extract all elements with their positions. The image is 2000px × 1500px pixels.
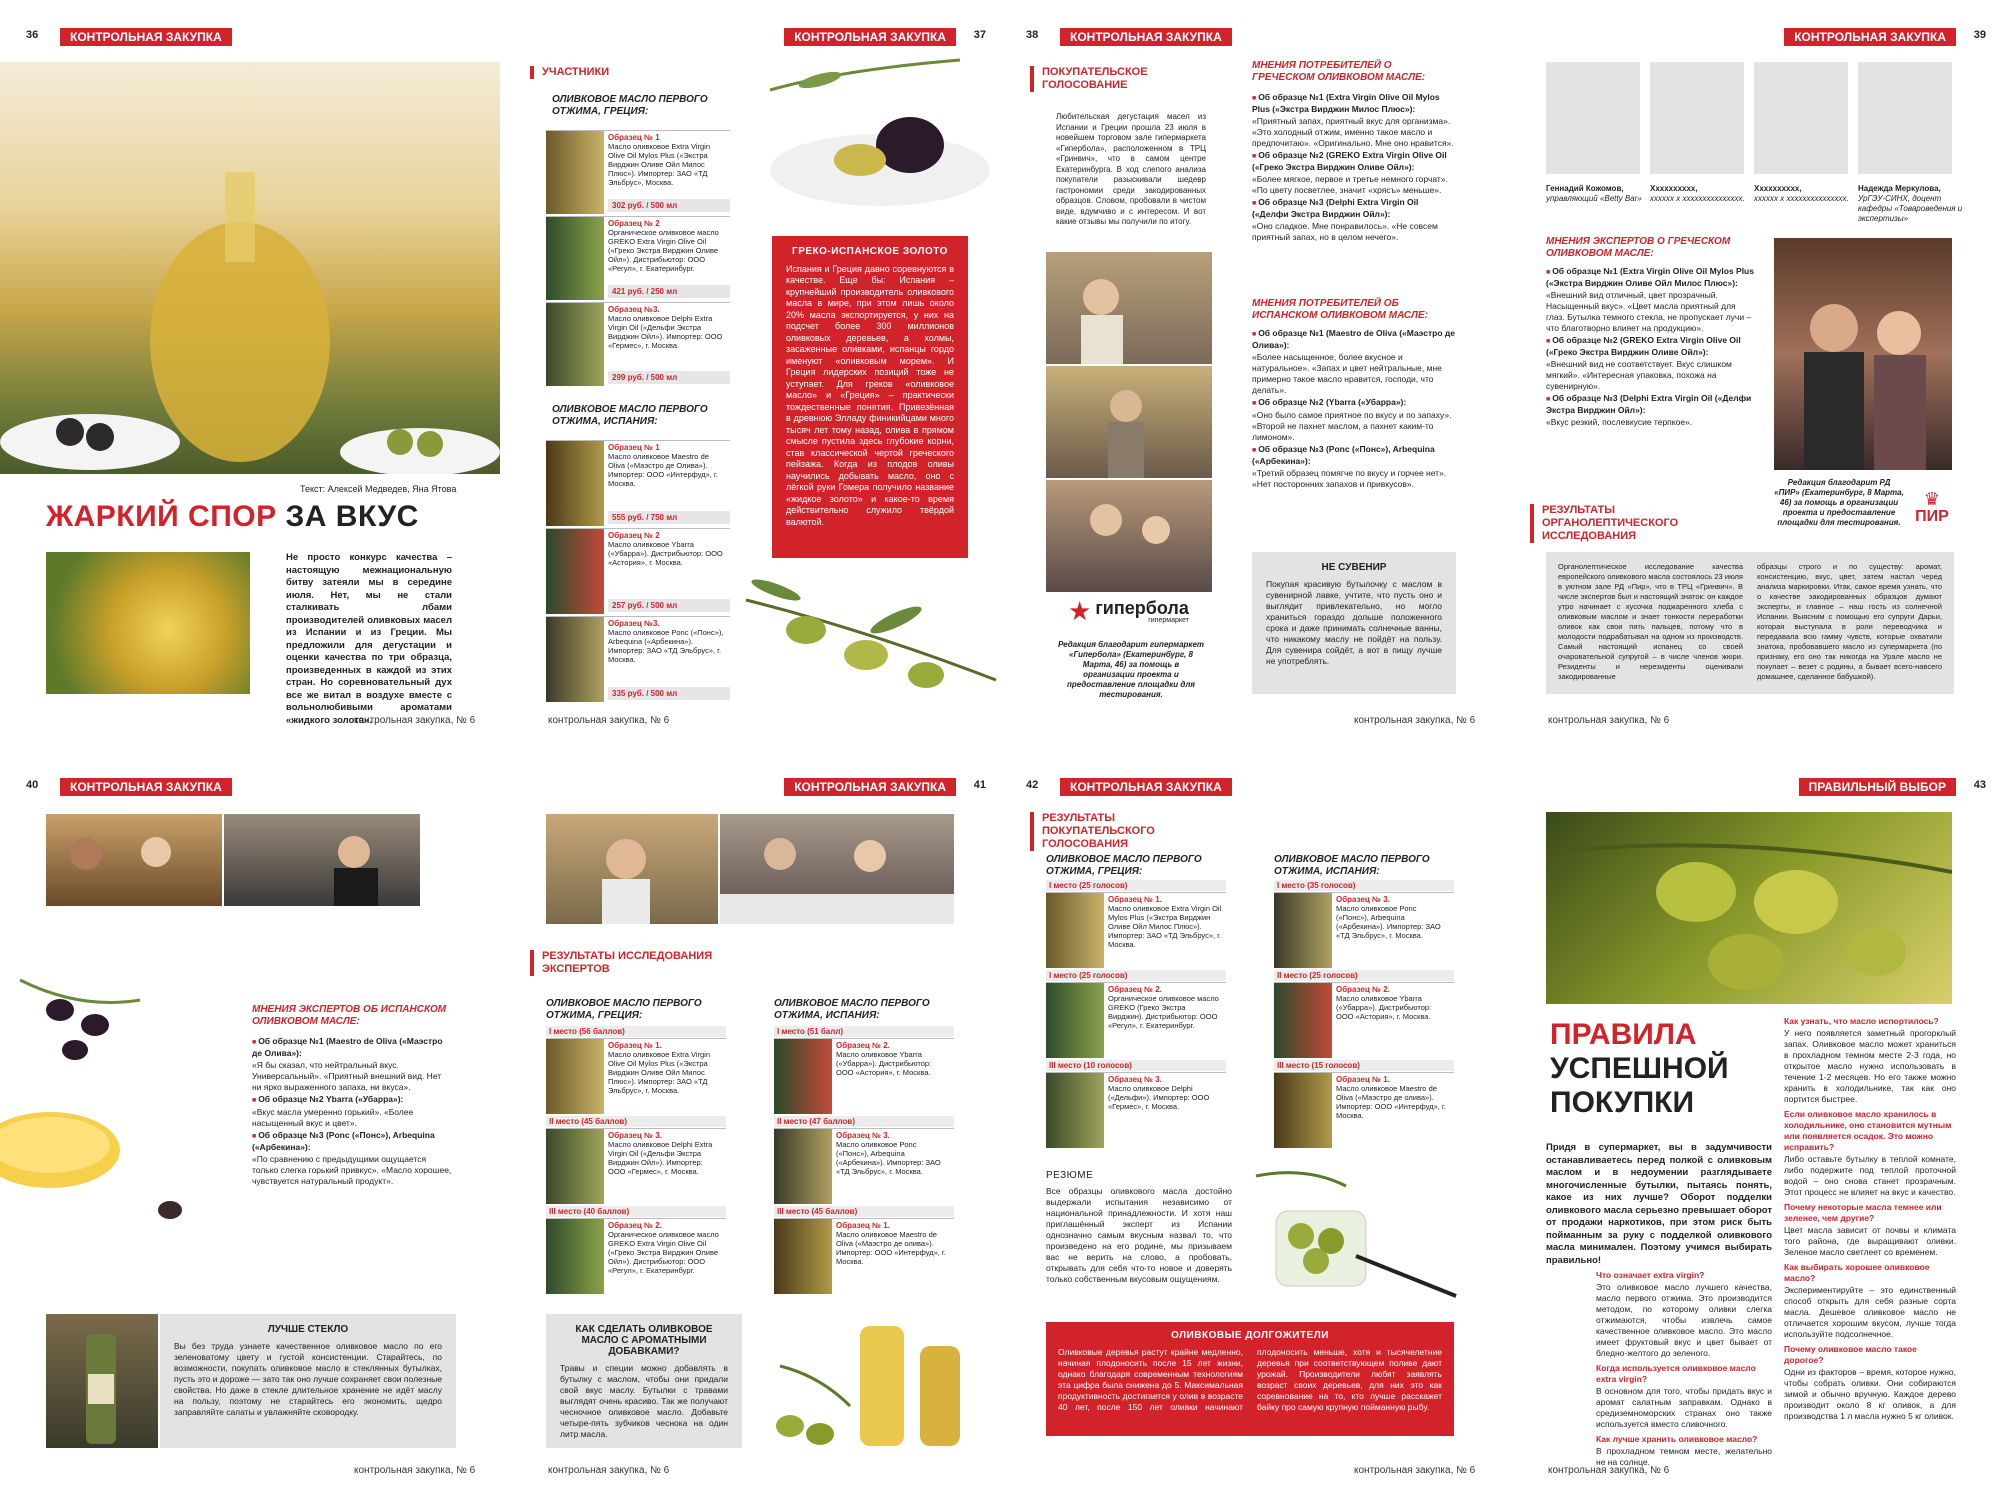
- sample-price: 421 руб. / 250 мл: [608, 285, 730, 298]
- page-number: 40: [26, 779, 39, 791]
- sample-price: 335 руб. / 500 мл: [608, 687, 730, 700]
- page-36: [0, 0, 500, 730]
- opinion-text: «Более насыщенное, более вкусное и натуральное». «Запах и цвет нейтральные, мне примерно такое масло нравится, господи, что делать».: [1252, 352, 1442, 395]
- greece-place-1: I место (56 баллов): [546, 1026, 726, 1037]
- rules-title-line-1: УСПЕШНОЙ: [1550, 1052, 1729, 1085]
- qa-question: Почему некоторые масла темнее или зеленее, чем другие?: [1784, 1202, 1942, 1223]
- expert-role: УрГЭУ-СИНХ, доцент кафедры «Товароведения и экспертизы»: [1858, 194, 1963, 223]
- opinion-head: Об образце №1 (Extra Virgin Olive Oil Mylos Plus («Экстра Вирджин Оливе Ойл Милос Плюс»):: [1546, 266, 1754, 288]
- expert-result-greece-3: [546, 1218, 726, 1294]
- sample-number: Образец № 3.: [1336, 895, 1390, 904]
- sample-number: Образец № 2: [608, 219, 660, 228]
- greek-opinions-title: МНЕНИЯ ПОТРЕБИТЕЛЕЙ О ГРЕЧЕСКОМ ОЛИВКОВОМ МАСЛЕ:: [1252, 60, 1426, 83]
- expert-name: Хххххххххх,: [1754, 184, 1802, 193]
- opinion-text: «По сравнению с предыдущими ощущается только слегка горький привкус». «Масло хорошее, чувствуется натуральный продукт».: [252, 1154, 452, 1186]
- giperbola-logo: [1068, 598, 1189, 624]
- opinion-text: «Внешний вид не соответствует. Вкус слишком мягкий». «Интересная упаковка, похожа на сувенирную».: [1546, 359, 1732, 391]
- olive-branch-photo: [736, 560, 1000, 710]
- footer-text: контрольная закупка, № 6: [1354, 1465, 1476, 1476]
- olive-longevity-box: [1046, 1322, 1454, 1436]
- opinion-text: «Вкус резкий, послевкусие терпкое».: [1546, 417, 1693, 427]
- tasting-photo-2: [1046, 366, 1212, 478]
- expert-greek-opinions: [1546, 266, 1756, 429]
- resume-title: РЕЗЮМЕ: [1046, 1170, 1094, 1181]
- sample-desc: Масло оливковое Ponc («Понс»), Arbequina («Арбекина»). Импортер: ЗАО «ТД Эльбрус», г. Москва.: [608, 628, 724, 664]
- box-title: ЛУЧШЕ СТЕКЛО: [267, 1324, 349, 1335]
- opinion-text: «Приятный запах, приятный вкус для организма». «Это холодный отжим, именно такое масло и предпочитаю». «Оригинально. Мне оно нравится».: [1252, 116, 1454, 148]
- expert-1: [1546, 184, 1646, 204]
- sample-desc: Масло оливковое Ybarra («Убарра»). Дистрибьютор: ООО «Астория», г. Москва.: [836, 1050, 932, 1077]
- spain-vote-place-1: I место (35 голосов): [1274, 880, 1454, 891]
- opinion-head: Об образце №1 (Extra Virgin Olive Oil Mylos Plus («Экстра Вирджин Милос Плюс»):: [1252, 92, 1440, 114]
- page-number: 36: [26, 29, 39, 41]
- vote-result-spain-1: [1274, 892, 1454, 968]
- greek-opinions: [1252, 92, 1456, 244]
- vote-result-spain-2: [1274, 982, 1454, 1058]
- experts-table-photo-2: [720, 814, 954, 924]
- qa-column-2: [1784, 1016, 1956, 1423]
- article-title-red: ЖАРКИЙ СПОР: [46, 500, 277, 533]
- expert-name: Хххххххххх,: [1650, 184, 1698, 193]
- bottle-thumb: [1274, 893, 1332, 968]
- intro-text: Не просто конкурс качества – настоящую межнациональную битву затеяли мы в середине июля. Нет, мы не стали сталкивать лбами производителей оливковых масел из Испании и из Греции. Мы предложили для дегустации и оценки качества по три образца, произведенных в каждой из этих стран. Но соревновательный дух все же витал в воздухе вместе с вольнолюбивыми ароматами «жидкого золота».: [286, 552, 452, 726]
- qa-question: Если оливковое масло хранилось в холодильнике, оно становится мутным или появляется осадок. Это можно исправить?: [1784, 1109, 1952, 1152]
- vote-text: Любительская дегустация масел из Испании и Греции прошла 23 июля в новейшем торговом зале гипермаркета «Гипербола», расположенном в ТРЦ «Гринвич», что в самом центре Екатеринбурга. В ход слепого анализа покупатели разыскивали шедевр гастрономии среди закодированных образцов. Словом, пробовали в чистом виде, вдумчиво и с интересом. И вот какие отзывы мы получили по итогу.: [1056, 112, 1206, 226]
- sample-number: Образец № 1.: [608, 1041, 662, 1050]
- participant-greece-3: [546, 302, 730, 386]
- sample-desc: Масло оливковое Delphi Extra Virgin Oil («Дельфи Экстра Вирджин Ойл»). Импортер: ООО «Гермес», г. Москва.: [608, 314, 723, 350]
- spain-title: ОЛИВКОВОЕ МАСЛО ПЕРВОГО ОТЖИМА, ИСПАНИЯ:: [552, 404, 708, 427]
- section-header: КОНТРОЛЬНАЯ ЗАКУПКА: [784, 778, 956, 796]
- expert-role: управляющий «Betty Bar»: [1546, 194, 1642, 203]
- box-text: Испания и Греция давно соревнуются в качестве. Еще бы: Испания – крупнейший производитель оливкового масла в мире, при этом лишь около 20% масла экспортируется, у них на подсчет более 300 миллионов оливковых деревьев, а холмы, засаженные оливками, испанцы гордо именуют «оливковым морем». И Греция лидерских позиций тоже не уступает. Для греков «оливковое масло» и «Греция» – практически тождественные понятия. Привезённая в древнюю Элладу финикийцами много тысяч лет тому назад, олива в прямом смысле пустила здесь глубокие корни, став классической чертой греческого пейзажа. Когда из плодов оливы научились добывать масло, оно с лёгкой руки Гомера получило название «жидкое золото» и какое-то время действительно служило твёрдой валютой.: [786, 263, 954, 527]
- opinion-text: «Третий образец помягче по вкусу и горчее нет». «Нет посторонних запахов и привкусов».: [1252, 468, 1447, 489]
- logo-sub: гипермаркет: [1148, 616, 1189, 624]
- footer-text: контрольная закупка, № 6: [1548, 1465, 1670, 1476]
- spain-opinions: [1252, 328, 1456, 491]
- sample-price: 257 руб. / 500 мл: [608, 599, 730, 612]
- olive-oil-spoon-photo: [46, 552, 250, 694]
- spain-place-2: II место (47 баллов): [774, 1116, 954, 1127]
- qa-answer: Экспериментируйте – это единственный способ открыть для себя разные сорта масла. Дешевое оливковое масло не отличается хорошим вкусом, лучше тогда используйте подсолнечное.: [1784, 1285, 1956, 1339]
- sample-desc: Масло оливковое Ponc («Понс»), Arbequina («Арбекина»). Импортер: ЗАО «ТД Эльбрус», г. Москва.: [1336, 904, 1441, 940]
- opinion-head: Об образце №3 (Ponc («Понс»), Arbequina («Арбекина»):: [252, 1130, 435, 1152]
- expert-role: хххххх х ххххххххххххххх.: [1754, 194, 1849, 203]
- bottle-thumb: [546, 131, 604, 214]
- footer-text: контрольная закупка, № 6: [1354, 715, 1476, 726]
- bottle-thumb: [1046, 1073, 1104, 1148]
- experts-tasting-photo-2: [224, 814, 420, 906]
- spain-title: ОЛИВКОВОЕ МАСЛО ПЕРВОГО ОТЖИМА, ИСПАНИЯ:: [1274, 854, 1430, 877]
- section-header: КОНТРОЛЬНАЯ ЗАКУПКА: [784, 28, 956, 46]
- qa-answer: У него появляется заметный прогорклый запах. Оливковое масло может храниться в прохладном темном месте 2-3 года, но открытое масло нужно использовать в течение 1-2 месяцев. Но его также можно хранить в холодильнике, так как оно портится быстрее.: [1784, 1028, 1956, 1104]
- rules-title-line-2: ПОКУПКИ: [1550, 1086, 1695, 1119]
- page-number: 38: [1026, 29, 1039, 41]
- participant-spain-3: [546, 616, 730, 702]
- experts-photo: [1774, 238, 1952, 470]
- qa-answer: Одни из факторов – время, которое нужно, чтобы собрать оливки. Они собираются зимой и обычно вручную. Каждое дерево производит около 8 кг оливок, а для производства 1 л масла нужно 5 кг оливок.: [1784, 1367, 1956, 1421]
- results-title: РЕЗУЛЬТАТЫ ОРГАНОЛЕПТИЧЕСКОГО ИССЛЕДОВАНИЯ: [1530, 504, 1730, 543]
- pir-logo: [1910, 490, 1954, 546]
- resume-text: Все образцы оливкового масла достойно выдержали испытания независимо от национальной принадлежности. И хотя наш приглашённый эксперт из Испании однозначно самым вкусным назвал то, что произведено на его родине, мы призываем вас не верить на слово, а пробовать, открывать для себя что-то новое и доверять только собственным вкусовым ощущениям.: [1046, 1186, 1232, 1284]
- expert-photo-placeholder: [1546, 62, 1640, 174]
- box-text: Вы без труда узнаете качественное оливковое масло по его зеленоватому цвету и густой консистенции. Старайтесь, по возможности, покупать оливковое масло в стеклянных бутылках, пусть это и дороже — зато так оно лучше сохраняет свои полезные свойства. Но даже в стекле длительное хранение не идёт маслу на пользу, поэтому не старайтесь его экономить, щедро заправляйте салаты и увлажняйте сковородку.: [174, 1341, 442, 1417]
- greece-title: ОЛИВКОВОЕ МАСЛО ПЕРВОГО ОТЖИМА, ГРЕЦИЯ:: [552, 94, 708, 117]
- pir-logo-text: ПИР: [1915, 508, 1949, 525]
- greco-spanish-gold-box: [772, 236, 968, 558]
- expert-photo-placeholder: [1754, 62, 1848, 174]
- sample-number: Образец № 1.: [836, 1221, 890, 1230]
- expert-spain-title: МНЕНИЯ ЭКСПЕРТОВ ОБ ИСПАНСКОМ ОЛИВКОВОМ МАСЛЕ:: [252, 1004, 447, 1027]
- vote-result-spain-3: [1274, 1072, 1454, 1148]
- opinion-text: «Внешний вид отличный, цвет прозрачный. Насыщенный вкус». «Цвет масла приятный для глаз. Бутылка темного стекла, не пропускает лучи – что благотворно влияет на продукцию».: [1546, 290, 1752, 333]
- article-title: [46, 500, 419, 534]
- sample-desc: Масло оливковое Extra Virgin Olive Oil Mylos Plus («Экстра Вирджин Оливе Ойл Милос Плюс»). Импортер: ЗАО «ТД Эльбрус», Москва.: [608, 142, 711, 187]
- olives-jar-photo: [1236, 1156, 1466, 1306]
- bottle-thumb: [1046, 893, 1104, 968]
- greece-title: ОЛИВКОВОЕ МАСЛО ПЕРВОГО ОТЖИМА, ГРЕЦИЯ:: [546, 998, 702, 1021]
- sample-desc: Органическое оливковое масло GREKO (Греко Экстра Вирджин). Дистрибьютор: ООО «Регул», г. Екатеринбург.: [1108, 994, 1219, 1030]
- vote-results-title: РЕЗУЛЬТАТЫ ПОКУПАТЕЛЬСКОГО ГОЛОСОВАНИЯ: [1030, 812, 1230, 851]
- greece-place-2: II место (45 баллов): [546, 1116, 726, 1127]
- sample-number: Образец № 1: [608, 443, 660, 452]
- pir-caption: Редакция благодарит РД «ПИР» (Екатеринбург, 8 Марта, 46) за помощь в организации проекта и предоставление площадки для тестирования.: [1774, 478, 1904, 527]
- bottle-thumb: [774, 1129, 832, 1204]
- footer-text: контрольная закупка, № 6: [548, 1465, 670, 1476]
- results-box: [1546, 552, 1954, 694]
- qa-question: Как выбирать хорошее оливковое масло?: [1784, 1262, 1930, 1283]
- box-title: НЕ СУВЕНИР: [1321, 562, 1387, 573]
- bottle-thumb: [774, 1219, 832, 1294]
- greece-vote-place-1: I место (25 голосов): [1046, 880, 1226, 891]
- bottle-thumb: [546, 1219, 604, 1294]
- qa-answer: В прохладном темном месте, желательно не на солнце.: [1596, 1446, 1772, 1467]
- sample-desc: Масло оливковое Ybarra («Убарра»). Дистрибьютор: ООО «Астория», г. Москва.: [1336, 994, 1432, 1021]
- greece-vote-place-3: III место (10 голосов): [1046, 1060, 1226, 1071]
- section-header: КОНТРОЛЬНАЯ ЗАКУПКА: [60, 778, 232, 796]
- opinion-text: «Оно сладкое. Мне понравилось». «Не совсем приятный запах, но в целом нечего».: [1252, 221, 1438, 242]
- qa-question: Как лучше хранить оливковое масло?: [1596, 1434, 1758, 1444]
- spain-vote-place-2: II место (25 голосов): [1274, 970, 1454, 981]
- sample-number: Образец № 2.: [608, 1221, 662, 1230]
- expert-result-spain-1: [774, 1038, 954, 1114]
- opinion-head: Об образце №2 (GREKO Extra Virgin Olive Oil («Греко Экстра Вирджин Оливе Ойл»):: [1252, 150, 1447, 172]
- star-icon: ★: [1068, 596, 1092, 626]
- bottle-thumb: [546, 617, 604, 702]
- expert-spain-opinions: [252, 1036, 452, 1188]
- qa-answer: Это оливковое масло лучшего качества, масло первого отжима. Это производится методом, по которому оливки слегка отжимаются, чтобы извлечь самое качественное оливковое масло. Это масло имеет фруктовый вкус и цвет бывает от бледно-желтого до зеленого.: [1596, 1282, 1772, 1358]
- experts-table-photo-1: [546, 814, 718, 924]
- expert-results-title: РЕЗУЛЬТАТЫ ИССЛЕДОВАНИЯ ЭКСПЕРТОВ: [530, 950, 730, 976]
- article-title-black: ЗА ВКУС: [285, 500, 419, 533]
- vote-result-greece-2: [1046, 982, 1226, 1058]
- box-text: Оливковые деревья растут крайне медленно, начиная плодоносить после 15 лет жизни, однако благодаря современным технологиям эта цифра была снижена до 5. Максимальная продуктивность достигается у олив в возрасте 40 лет, после 150 лет оливки начинают плодоносить меньше, хотя и тысячелетние деревья при соответствующем поливе дают урожай. Производители любят заявлять возраст своих деревьев, для них это как соревнование на то, кто лучше расскажет байку про самую крупную пойманную рыбу.: [1058, 1347, 1442, 1412]
- section-header: КОНТРОЛЬНАЯ ЗАКУПКА: [1060, 778, 1232, 796]
- spain-place-3: III место (45 баллов): [774, 1206, 954, 1217]
- opinion-head: Об образце №3 (Delphi Extra Virgin Oil («Делфи Экстра Вирджин Ойл»):: [1546, 393, 1752, 415]
- opinion-head: Об образце №2 (GREKO Extra Virgin Olive Oil («Греко Экстра Вирджин Оливе Ойл»):: [1546, 335, 1741, 357]
- expert-photo-placeholder: [1650, 62, 1744, 174]
- opinion-text: «Я бы сказал, что нейтральный вкус. Универсальный». «Приятный внешний вид. Нет ни ярко выраженного запаха, ни вкуса».: [252, 1060, 442, 1092]
- expert-photo-placeholder: [1858, 62, 1952, 174]
- page-number: 39: [1973, 29, 1986, 41]
- vote-result-greece-3: [1046, 1072, 1226, 1148]
- aroma-oil-box: [546, 1314, 742, 1448]
- sample-desc: Масло оливковое Delphi («Дельфи»). Импортер: ООО «Гермес», г. Москва.: [1108, 1084, 1210, 1111]
- expert-3: [1754, 184, 1854, 204]
- sample-number: Образец № 1.: [1108, 895, 1162, 904]
- participant-greece-1: [546, 130, 730, 214]
- box-title: ОЛИВКОВЫЕ ДОЛГОЖИТЕЛИ: [1171, 1330, 1329, 1341]
- qa-question: Когда используется оливковое масло extra virgin?: [1596, 1363, 1756, 1384]
- participant-spain-2: [546, 528, 730, 614]
- sample-number: Образец № 1: [608, 133, 660, 142]
- not-souvenir-box: [1252, 552, 1456, 694]
- olives-and-oil-photo: [0, 970, 200, 1240]
- rules-title-red: ПРАВИЛА: [1550, 1018, 1697, 1051]
- sample-desc: Масло оливковое Ponc («Понс»), Arbequina («Арбекина»). Импортер: ЗАО «ТД Эльбрус», г. Москва.: [836, 1140, 941, 1176]
- tasting-photo-1: [1046, 252, 1212, 364]
- participant-greece-2: [546, 216, 730, 300]
- sample-desc: Масло оливковое Extra Virgin Olive Oil Mylos Plus («Экстра Вирджин Оливе Ойл Милос Плюс»). Импортер: ЗАО «ТД Эльбрус», г. Москва.: [608, 1050, 711, 1095]
- spain-opinions-title: МНЕНИЯ ПОТРЕБИТЕЛЕЙ ОБ ИСПАНСКОМ ОЛИВКОВОМ МАСЛЕ:: [1252, 298, 1428, 321]
- sample-desc: Масло оливковое Maestro de Oliva («Маэстро де олива»). Импортер: ООО «Интерфуд», г. Москва.: [836, 1230, 946, 1266]
- page-number: 41: [973, 779, 986, 791]
- expert-greek-title: МНЕНИЯ ЭКСПЕРТОВ О ГРЕЧЕСКОМ ОЛИВКОВОМ МАСЛЕ:: [1546, 236, 1731, 259]
- expert-name: Геннадий Кожомов,: [1546, 184, 1624, 193]
- sample-number: Образец № 3.: [608, 1131, 662, 1140]
- bottle-thumb: [1274, 1073, 1332, 1148]
- opinion-text: «Более мягкое, первое и третье немного горчат». «По цвету посветлее, значит «хрясъ» меньше».: [1252, 174, 1448, 195]
- sample-number: Образец № 2: [608, 531, 660, 540]
- bottle-thumb: [546, 529, 604, 614]
- sample-desc: Масло оливковое Ybarra («Убарра»). Дистрибьютор: ООО «Астория», г. Москва.: [608, 540, 723, 567]
- sample-number: Образец № 1.: [1336, 1075, 1390, 1084]
- olives-bowl-photo: [760, 50, 1000, 220]
- opinion-head: Об образце №1 (Maestro de Oliva («Маэстро де Олива»):: [1252, 328, 1456, 350]
- giperbola-caption: Редакция благодарит гипермаркет «Гипербола» (Екатеринбург, 8 Марта, 46) за помощь в организации проекта и предоставление площадки для тестирования.: [1057, 640, 1205, 699]
- spain-place-1: I место (51 балл): [774, 1026, 954, 1037]
- sample-number: Образец № 3.: [1108, 1075, 1162, 1084]
- opinion-text: «Оно было самое приятное по вкусу и по запаху». «Второй не пахнет маслом, а пахнет каким-то лимоном».: [1252, 410, 1452, 442]
- participant-spain-1: [546, 440, 730, 526]
- sample-number: Образец № 2.: [1336, 985, 1390, 994]
- green-olives-photo: [1546, 812, 1952, 1004]
- section-header: КОНТРОЛЬНАЯ ЗАКУПКА: [1060, 28, 1232, 46]
- expert-result-spain-3: [774, 1218, 954, 1294]
- experts-tasting-photo-1: [46, 814, 222, 906]
- page-40: [0, 750, 500, 1480]
- qa-question: Что означает extra virgin?: [1596, 1270, 1705, 1280]
- greece-vote-place-2: I место (25 голосов): [1046, 970, 1226, 981]
- crown-icon: ♛: [1923, 489, 1941, 509]
- spain-title: ОЛИВКОВОЕ МАСЛО ПЕРВОГО ОТЖИМА, ИСПАНИЯ:: [774, 998, 930, 1021]
- sample-desc: Масло оливковое Maestro de Oliva («Маэстро де Олива»). Импортер: ООО «Интерфуд», г. Москва.: [608, 452, 718, 488]
- sample-number: Образец № 3.: [836, 1131, 890, 1140]
- opinion-head: Об образце №2 Ybarra («Убарра»):: [258, 1094, 404, 1104]
- opinion-head: Об образце №1 (Maestro de Oliva («Маэстро де Олива»):: [252, 1036, 443, 1058]
- olive-oil-carafe-photo: [0, 62, 500, 474]
- section-header: КОНТРОЛЬНАЯ ЗАКУПКА: [1784, 28, 1956, 46]
- bottle-thumb: [546, 1039, 604, 1114]
- expert-result-greece-1: [546, 1038, 726, 1114]
- sample-number: Образец № 2.: [836, 1041, 890, 1050]
- page-42: [1000, 750, 1500, 1480]
- logo-name: гипербола: [1095, 597, 1189, 618]
- expert-result-greece-2: [546, 1128, 726, 1204]
- sample-price: 555 руб. / 750 мл: [608, 511, 730, 524]
- bottle-thumb: [1046, 983, 1104, 1058]
- byline: Текст: Алексей Медведев, Яна Ятова: [300, 484, 457, 494]
- rules-title: [1550, 1018, 1729, 1120]
- footer-text: контрольная закупка, № 6: [354, 715, 476, 726]
- better-glass-box: [160, 1314, 456, 1448]
- rules-intro: Придя в супермаркет, вы в задумчивости останавливаетесь перед полкой с оливковым маслом и в недоумении разглядываете многочисленные бутылки, пытаясь понять, какое из них лучше? Оборот подделки оливкового масла серьезно превышает оборот от продажи наркотиков, при этом риск быть пойманным за руку с подделкой оливкового масла минимален. Поэтому учимся выбирать правильно!: [1546, 1142, 1772, 1266]
- page-39: [1500, 0, 2000, 730]
- box-title: ГРЕКО-ИСПАНСКОЕ ЗОЛОТО: [792, 246, 948, 257]
- qa-answer: Цвет масла зависит от почвы и климата того района, где выращивают оливки. Зеленое масло светлеет со временем.: [1784, 1225, 1956, 1257]
- sample-number: Образец № 2.: [1108, 985, 1162, 994]
- expert-2: [1650, 184, 1750, 204]
- box-text: Травы и специи можно добавлять в бутылку с маслом, чтобы они придали свой вкус маслу. Бутылки с травами выглядят очень красиво. Так же получают чесночное оливковое масло. Добавьте четыре-пять зубчиков чеснока на один литр масла.: [560, 1363, 728, 1439]
- sample-desc: Масло оливковое Extra Virgin Oil Mylos Plus («Экстра Вирджин Оливе Ойл Милос Плюс»). Импортер: ЗАО «ТД Эльбрус», г. Москва.: [1108, 904, 1222, 949]
- bottle-thumb: [546, 217, 604, 300]
- sample-price: 302 руб. / 500 мл: [608, 199, 730, 212]
- results-col-1: Органолептическое исследование качества европейского оливкового масла состоялось 23 июля в уютном зале РД «Пир», что в ТРЦ «Гринвич». В числе экспертов был и настоящий знаток: он каждое утро начинает с кусочка поджаренного хлеба с оливковым маслом и знает тонкости переработки оливок как свои пять пальцев, потому что в молодости подрабатывал на одном из производств. Самый настоящий испанец со своей очаровательной супругой – в числе членов жюри. Резиденты и нерезиденты оценивали закодированные: [1558, 562, 1743, 681]
- expert-name: Надежда Меркулова,: [1858, 184, 1941, 193]
- expert-role: хххххх х ххххххххххххххх.: [1650, 194, 1745, 203]
- page-41: [500, 750, 1000, 1480]
- page-number: 42: [1026, 779, 1039, 791]
- opinion-head: Об образце №2 (Ybarra («Убарра»):: [1258, 397, 1407, 407]
- qa-answer: Либо оставьте бутылку в теплой комнате, либо подержите под теплой проточной водой – оно снова станет прозрачным. Этот процесс не влияет на вкус и качество.: [1784, 1154, 1956, 1197]
- oil-bottles-herbs-photo: [750, 1306, 1000, 1456]
- sample-desc: Органическое оливковое масло GREKO Extra Virgin Olive Oil («Греко Экстра Вирджин Оливе Ойл»). Дистрибьютор: ООО «Регул», г. Екатеринбург.: [608, 1230, 719, 1275]
- greece-title: ОЛИВКОВОЕ МАСЛО ПЕРВОГО ОТЖИМА, ГРЕЦИЯ:: [1046, 854, 1202, 877]
- results-col-2: образцы строго и по существу: аромат, консистенцию, вкус, цвет, затем настал черед анализа маркировки. Итак, самое время узнать, что о качестве закодированных образцов думают эксперты, и главное – наш гость из солнечной Испании. Выясним с помощью его супруги Дарьи, которая выступала в роли переводчика и передавала всю гамму чувств, которые охватили знатока, пробовавшего масло из супермаркета (по признаку, его оно так никогда на Урале масло не покупает – везет с родины, а бывает всего-навсего домашнее, сделанное бабушкой).: [1757, 562, 1942, 681]
- page-37: [500, 0, 1000, 730]
- footer-text: контрольная закупка, № 6: [354, 1465, 476, 1476]
- sample-number: Образец №3.: [608, 619, 660, 628]
- sample-desc: Масло оливковое Delphi Extra Virgin Oil («Дельфи Экстра Вирджин Ойл»). Импортер: ООО «Гермес», г. Москва.: [608, 1140, 713, 1176]
- qa-answer: В основном для того, чтобы придать вкус и аромат салатным заправкам. Однако в средиземноморских странах оно также используется вместо сливочного.: [1596, 1386, 1772, 1429]
- box-text: Покупая красивую бутылочку с маслом в сувенирной лавке, учтите, что пусть оно и выглядит привлекательно, но могло храниться гораздо дольше положенного срока и даже принимать солнечные ванны, что никакому маслу не пойдёт на пользу. Для сувенира сойдёт, а вот в пищу лучше не употреблять.: [1266, 579, 1442, 666]
- vote-title: ПОКУПАТЕЛЬСКОЕ ГОЛОСОВАНИЕ: [1030, 66, 1180, 92]
- sample-price: 299 руб. / 500 мл: [608, 371, 730, 384]
- spain-vote-place-3: III место (15 голосов): [1274, 1060, 1454, 1071]
- box-title: КАК СДЕЛАТЬ ОЛИВКОВОЕ МАСЛО С АРОМАТНЫМИ ДОБАВКАМИ?: [575, 1324, 713, 1357]
- bottle-thumb: [546, 1129, 604, 1204]
- opinion-head: Об образце №3 (Ponc («Понс»), Arbequina («Арбекина»):: [1252, 444, 1435, 466]
- vote-result-greece-1: [1046, 892, 1226, 968]
- bottle-thumb: [1274, 983, 1332, 1058]
- opinion-text: «Вкус масла умеренно горький». «Более насыщенный вкус и цвет».: [252, 1107, 414, 1128]
- sample-number: Образец №3.: [608, 305, 660, 314]
- qa-question: Как узнать, что масло испортилось?: [1784, 1016, 1939, 1026]
- greece-place-3: III место (40 баллов): [546, 1206, 726, 1217]
- qa-column-1: [1596, 1270, 1772, 1469]
- expert-result-spain-2: [774, 1128, 954, 1204]
- sample-desc: Масло оливковое Maestro de Oliva («Маэстро де олива»). Импортер: ООО «Интерфуд», г. Москва.: [1336, 1084, 1446, 1120]
- expert-4: [1858, 184, 1968, 224]
- sample-desc: Органическое оливковое масло GREKO Extra Virgin Olive Oil («Греко Экстра Вирджин Оливе Ойл»). Дистрибьютор: ООО «Регул», г. Екатеринбург.: [608, 228, 719, 273]
- bottle-thumb: [546, 303, 604, 386]
- opinion-head: Об образце №3 (Delphi Extra Virgin Oil («Делфи Экстра Вирджин Ойл»):: [1252, 197, 1419, 219]
- bottle-thumb: [774, 1039, 832, 1114]
- participants-title: УЧАСТНИКИ: [530, 66, 690, 79]
- page-number: 43: [1973, 779, 1986, 791]
- footer-text: контрольная закупка, № 6: [1548, 715, 1670, 726]
- bottle-thumb: [546, 441, 604, 526]
- footer-text: контрольная закупка, № 6: [548, 715, 670, 726]
- section-header: КОНТРОЛЬНАЯ ЗАКУПКА: [60, 28, 232, 46]
- section-header: ПРАВИЛЬНЫЙ ВЫБОР: [1799, 778, 1956, 796]
- tasting-photo-3: [1046, 480, 1212, 592]
- ponc-bottle-photo: [46, 1314, 158, 1448]
- qa-question: Почему оливковое масло такое дорогое?: [1784, 1344, 1917, 1365]
- page-38: [1000, 0, 1500, 730]
- page-43: [1500, 750, 2000, 1480]
- page-number: 37: [973, 29, 986, 41]
